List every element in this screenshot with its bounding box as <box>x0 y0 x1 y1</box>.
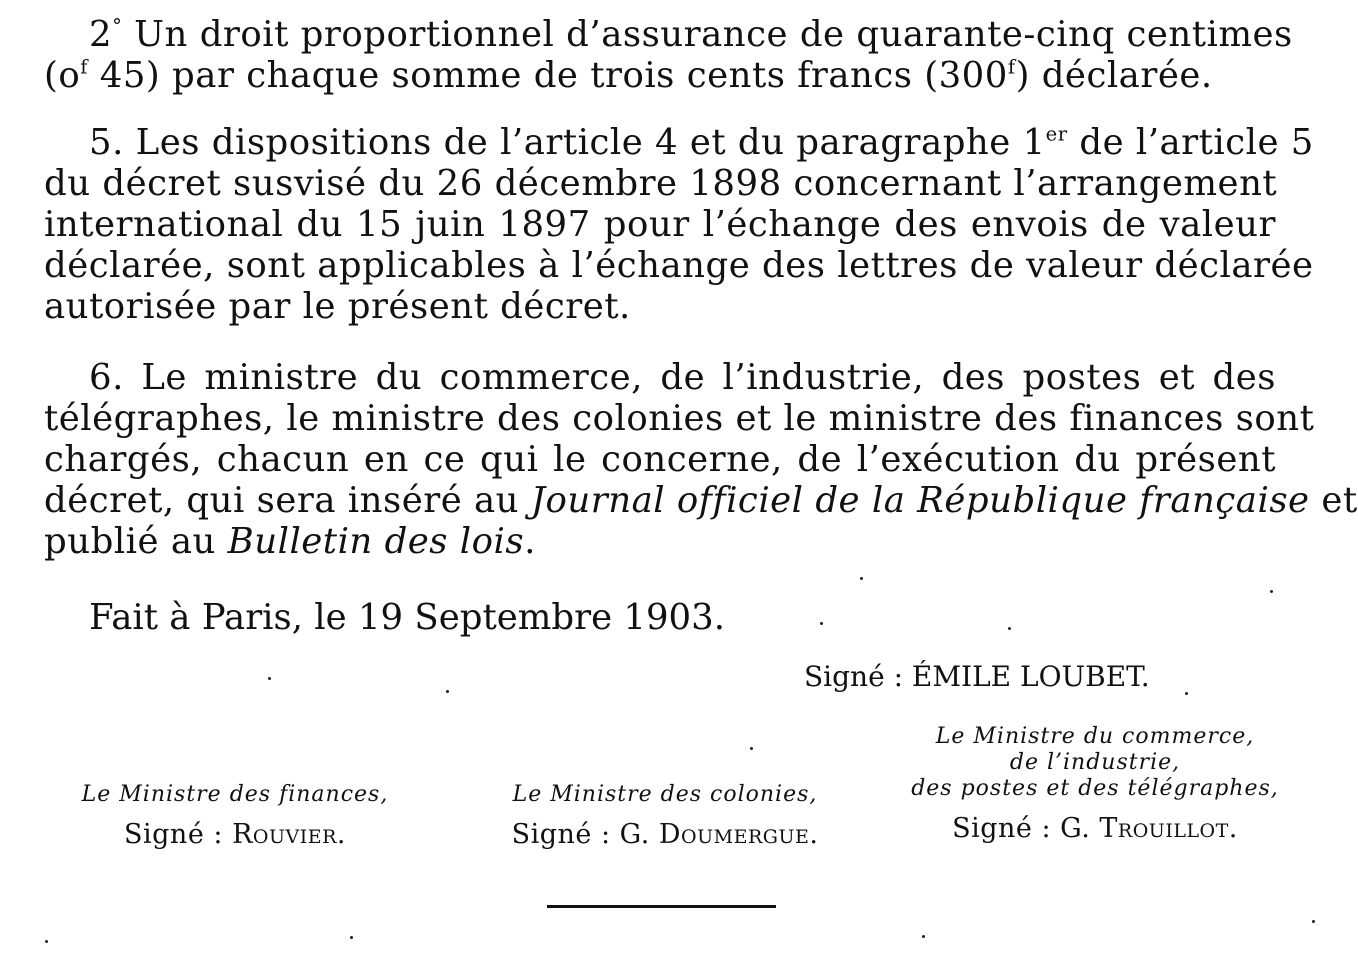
scan-speck <box>350 936 353 939</box>
scan-speck <box>1008 627 1011 630</box>
paragraph-2-line-1: 2° Un droit proportionnel d’assurance de quarante-cinq centimes <box>89 14 1293 55</box>
paragraph-5-line-3: international du 15 juin 1897 pour l’échange des envois de valeur <box>44 204 1276 245</box>
paragraph-6-line-1: 6. Le ministre du commerce, de l’industrie, des postes et des <box>89 357 1276 398</box>
paragraph-6-line-4: décret, qui sera inséré au Journal officiel de la République française et <box>44 480 1358 521</box>
scan-speck <box>922 935 925 938</box>
paragraph-5-line-1: 5. Les dispositions de l’article 4 et du paragraphe 1er de l’article 5 <box>89 122 1314 163</box>
minister-finances-block <box>40 782 430 852</box>
scan-speck <box>268 677 271 680</box>
bulletin-des-lois-title: Bulletin des lois <box>227 521 525 562</box>
paragraph-2 <box>44 14 1293 96</box>
paragraph-5 <box>44 122 1314 327</box>
paragraph-6-line-5: publié au Bulletin des lois. <box>44 521 536 562</box>
closing-rule <box>547 905 776 908</box>
scan-speck <box>820 622 823 625</box>
paragraph-5-line-2: du décret susvisé du 26 décembre 1898 concernant l’arrangement <box>44 163 1278 204</box>
journal-officiel-title: Journal officiel de la République française <box>530 480 1310 521</box>
scan-speck <box>1185 692 1188 695</box>
minister-commerce-title-line-3: des postes et des télégraphes, <box>911 776 1279 801</box>
minister-colonies-signature: Signé : G. Doumergue. <box>511 819 819 850</box>
president-signature: Signé : ÉMILE LOUBET. <box>804 660 1150 693</box>
scan-speck <box>45 940 48 943</box>
minister-finances-signature: Signé : Rouvier. <box>124 819 346 850</box>
paragraph-6 <box>44 357 1358 562</box>
paragraph-6-line-3: chargés, chacun en ce qui le concerne, de l’exécution du présent <box>44 439 1276 480</box>
minister-commerce-title-line-2: de l’industrie, <box>1009 750 1181 775</box>
scan-speck <box>1312 920 1315 923</box>
paragraph-2-line-2: ($o^f$ 45) par chaque somme de trois cents francs (300$^f$) déclarée. <box>44 55 1213 96</box>
minister-colonies-block <box>470 782 860 852</box>
minister-colonies-title: Le Ministre des colonies, <box>512 782 818 807</box>
scan-speck <box>1270 590 1273 593</box>
minister-commerce-title-line-1: Le Ministre du commerce, <box>935 724 1255 749</box>
paragraph-5-line-5: autorisée par le présent décret. <box>44 286 631 327</box>
minister-finances-title: Le Ministre des finances, <box>81 782 389 807</box>
scan-speck <box>860 577 863 580</box>
minister-commerce-signature: Signé : G. Trouillot. <box>952 813 1238 844</box>
paragraph-5-line-4: déclarée, sont applicables à l’échange des lettres de valeur déclarée <box>44 245 1314 286</box>
scan-speck <box>750 747 753 750</box>
paragraph-6-line-2: télégraphes, le ministre des colonies et le ministre des finances sont <box>44 398 1315 439</box>
minister-commerce-block <box>885 724 1305 846</box>
scan-speck <box>446 690 449 693</box>
date-line: Fait à Paris, le 19 Septembre 1903. <box>89 597 726 638</box>
